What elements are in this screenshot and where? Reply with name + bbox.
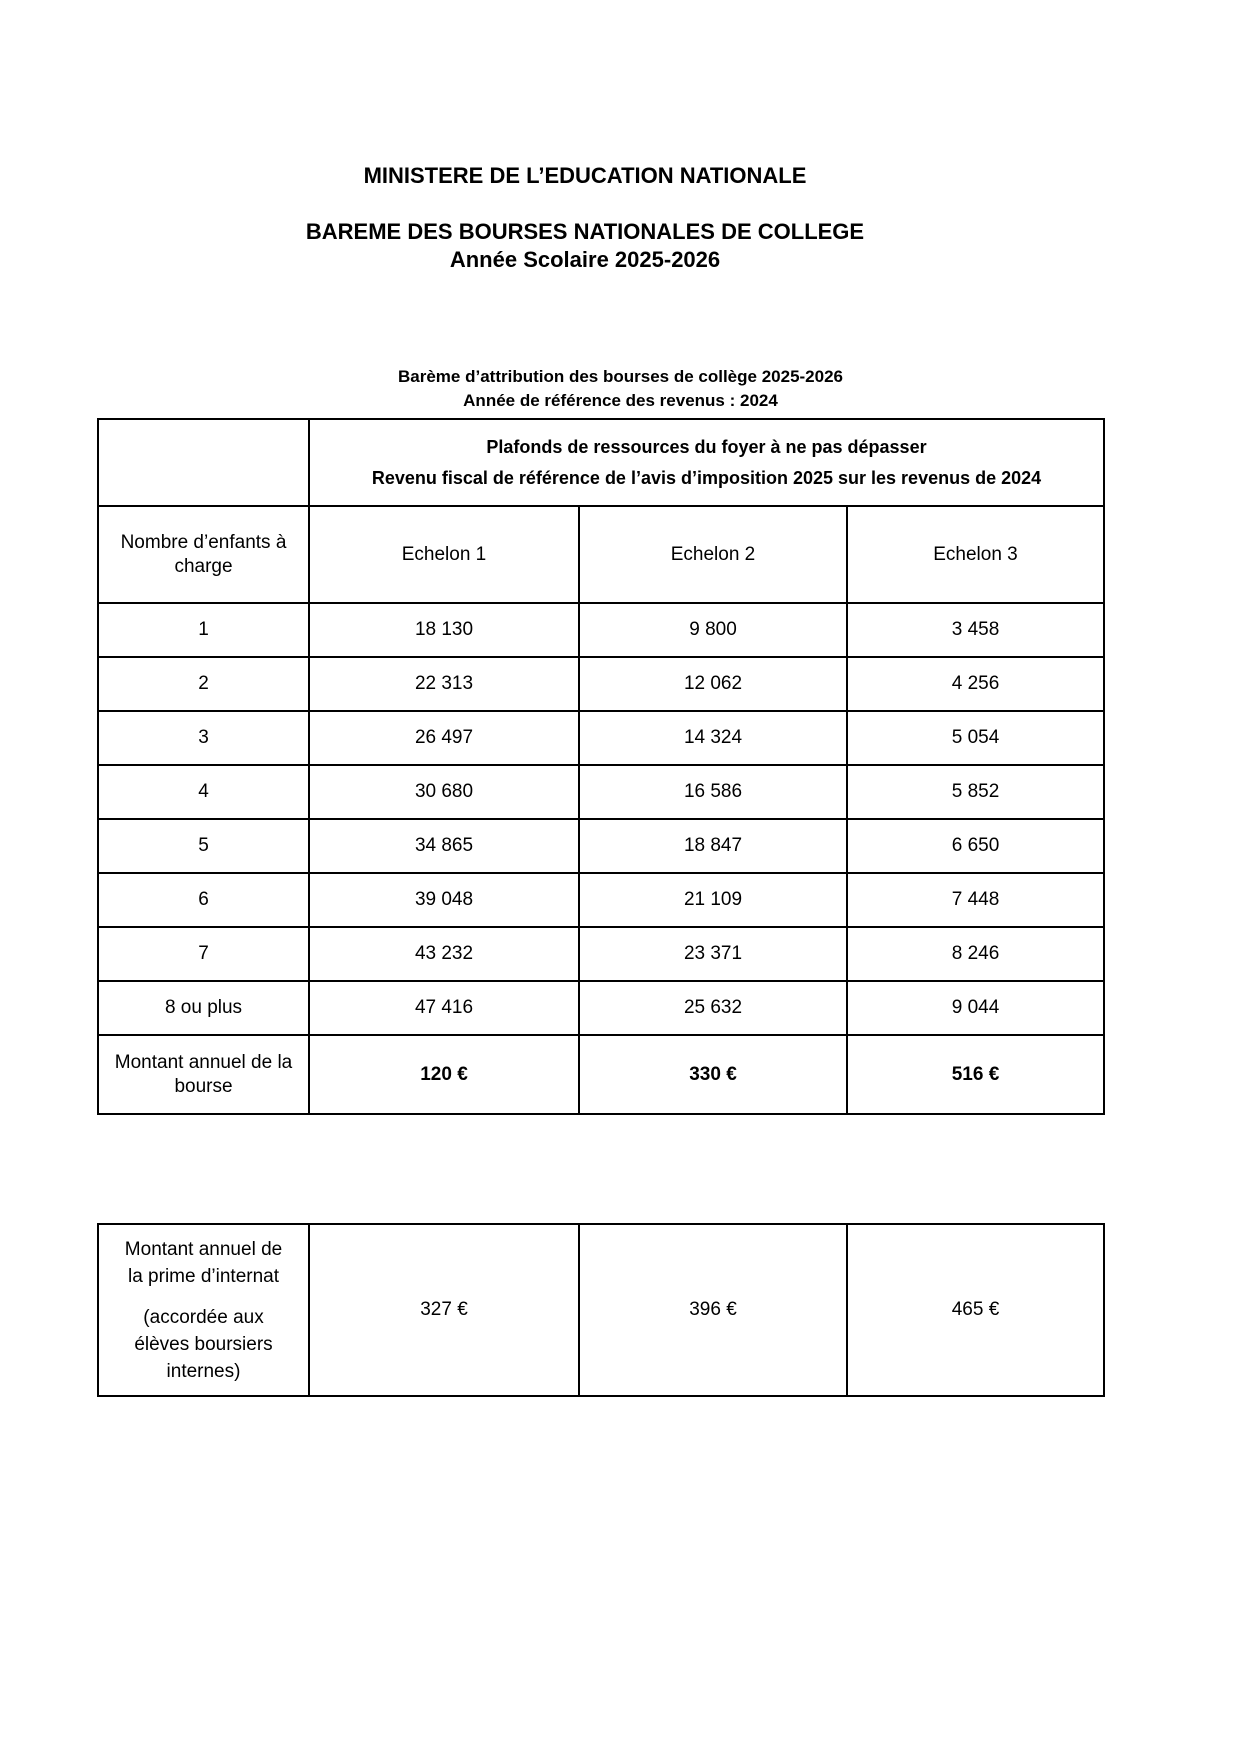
document-header — [0, 162, 1170, 274]
prime-amount-cell: 396 € — [579, 1224, 847, 1396]
prime-internat-table — [97, 1223, 1105, 1397]
value-cell: 30 680 — [309, 765, 579, 819]
table-row — [98, 765, 1104, 819]
prime-amount-cell: 465 € — [847, 1224, 1104, 1396]
value-cell: 39 048 — [309, 873, 579, 927]
value-cell: 9 800 — [579, 603, 847, 657]
table-row — [98, 873, 1104, 927]
value-cell: 9 044 — [847, 981, 1104, 1035]
bourse-amount-cell: 516 € — [847, 1035, 1104, 1114]
table-row — [98, 657, 1104, 711]
value-cell: 43 232 — [309, 927, 579, 981]
value-cell: 34 865 — [309, 819, 579, 873]
children-count-cell: 5 — [98, 819, 309, 873]
bareme-caption-line1: Barème d’attribution des bourses de collège 2025-2026 — [398, 367, 843, 386]
value-cell: 18 847 — [579, 819, 847, 873]
children-count-cell: 3 — [98, 711, 309, 765]
echelon1-header-cell: Echelon 1 — [309, 506, 579, 603]
document-title: BAREME DES BOURSES NATIONALES DE COLLEGE — [305, 219, 865, 244]
table-caption — [0, 365, 1241, 413]
value-cell: 12 062 — [579, 657, 847, 711]
column-header-row — [98, 506, 1104, 603]
value-cell: 18 130 — [309, 603, 579, 657]
children-count-cell: 6 — [98, 873, 309, 927]
children-count-cell: 7 — [98, 927, 309, 981]
echelon2-header-cell: Echelon 2 — [579, 506, 847, 603]
table-row — [98, 981, 1104, 1035]
prime-internat-row — [98, 1224, 1104, 1396]
value-cell: 26 497 — [309, 711, 579, 765]
table-row — [98, 819, 1104, 873]
plafonds-header-cell — [309, 419, 1104, 506]
prime-internat-note: (accordée aux élèves boursiers internes) — [134, 1306, 273, 1382]
table-row — [98, 603, 1104, 657]
prime-amount-cell: 327 € — [309, 1224, 579, 1396]
spanning-header-row — [98, 419, 1104, 506]
echelon3-header-cell: Echelon 3 — [847, 506, 1104, 603]
value-cell: 7 448 — [847, 873, 1104, 927]
children-count-cell: 8 ou plus — [98, 981, 309, 1035]
plafonds-header-line1: Plafonds de ressources du foyer à ne pas dépasser — [486, 436, 927, 457]
value-cell: 47 416 — [309, 981, 579, 1035]
bourse-amount-cell: 120 € — [309, 1035, 579, 1114]
table-row — [98, 927, 1104, 981]
value-cell: 5 852 — [847, 765, 1104, 819]
value-cell: 8 246 — [847, 927, 1104, 981]
bourse-amount-label-cell: Montant annuel de la bourse — [98, 1035, 309, 1114]
value-cell: 6 650 — [847, 819, 1104, 873]
children-count-cell: 2 — [98, 657, 309, 711]
bourse-amount-row — [98, 1035, 1104, 1114]
children-count-cell: 4 — [98, 765, 309, 819]
school-year-title: Année Scolaire 2025-2026 — [449, 247, 721, 272]
value-cell: 16 586 — [579, 765, 847, 819]
bareme-caption-line2: Année de référence des revenus : 2024 — [463, 391, 778, 410]
value-cell: 23 371 — [579, 927, 847, 981]
value-cell: 21 109 — [579, 873, 847, 927]
table-row — [98, 711, 1104, 765]
children-count-cell: 1 — [98, 603, 309, 657]
value-cell: 25 632 — [579, 981, 847, 1035]
value-cell: 3 458 — [847, 603, 1104, 657]
value-cell: 14 324 — [579, 711, 847, 765]
bourse-amount-cell: 330 € — [579, 1035, 847, 1114]
bourse-bareme-table — [97, 418, 1105, 1115]
prime-internat-label: Montant annuel de la prime d’internat — [124, 1238, 283, 1287]
plafonds-header-line2: Revenu fiscal de référence de l’avis d’imposition 2025 sur les revenus de 2024 — [371, 467, 1042, 488]
children-count-header-cell: Nombre d’enfants à charge — [98, 506, 309, 603]
ministry-title: MINISTERE DE L’EDUCATION NATIONALE — [363, 163, 807, 188]
value-cell: 5 054 — [847, 711, 1104, 765]
value-cell: 4 256 — [847, 657, 1104, 711]
prime-internat-label-cell — [98, 1224, 309, 1396]
value-cell: 22 313 — [309, 657, 579, 711]
empty-corner-cell — [98, 419, 309, 506]
